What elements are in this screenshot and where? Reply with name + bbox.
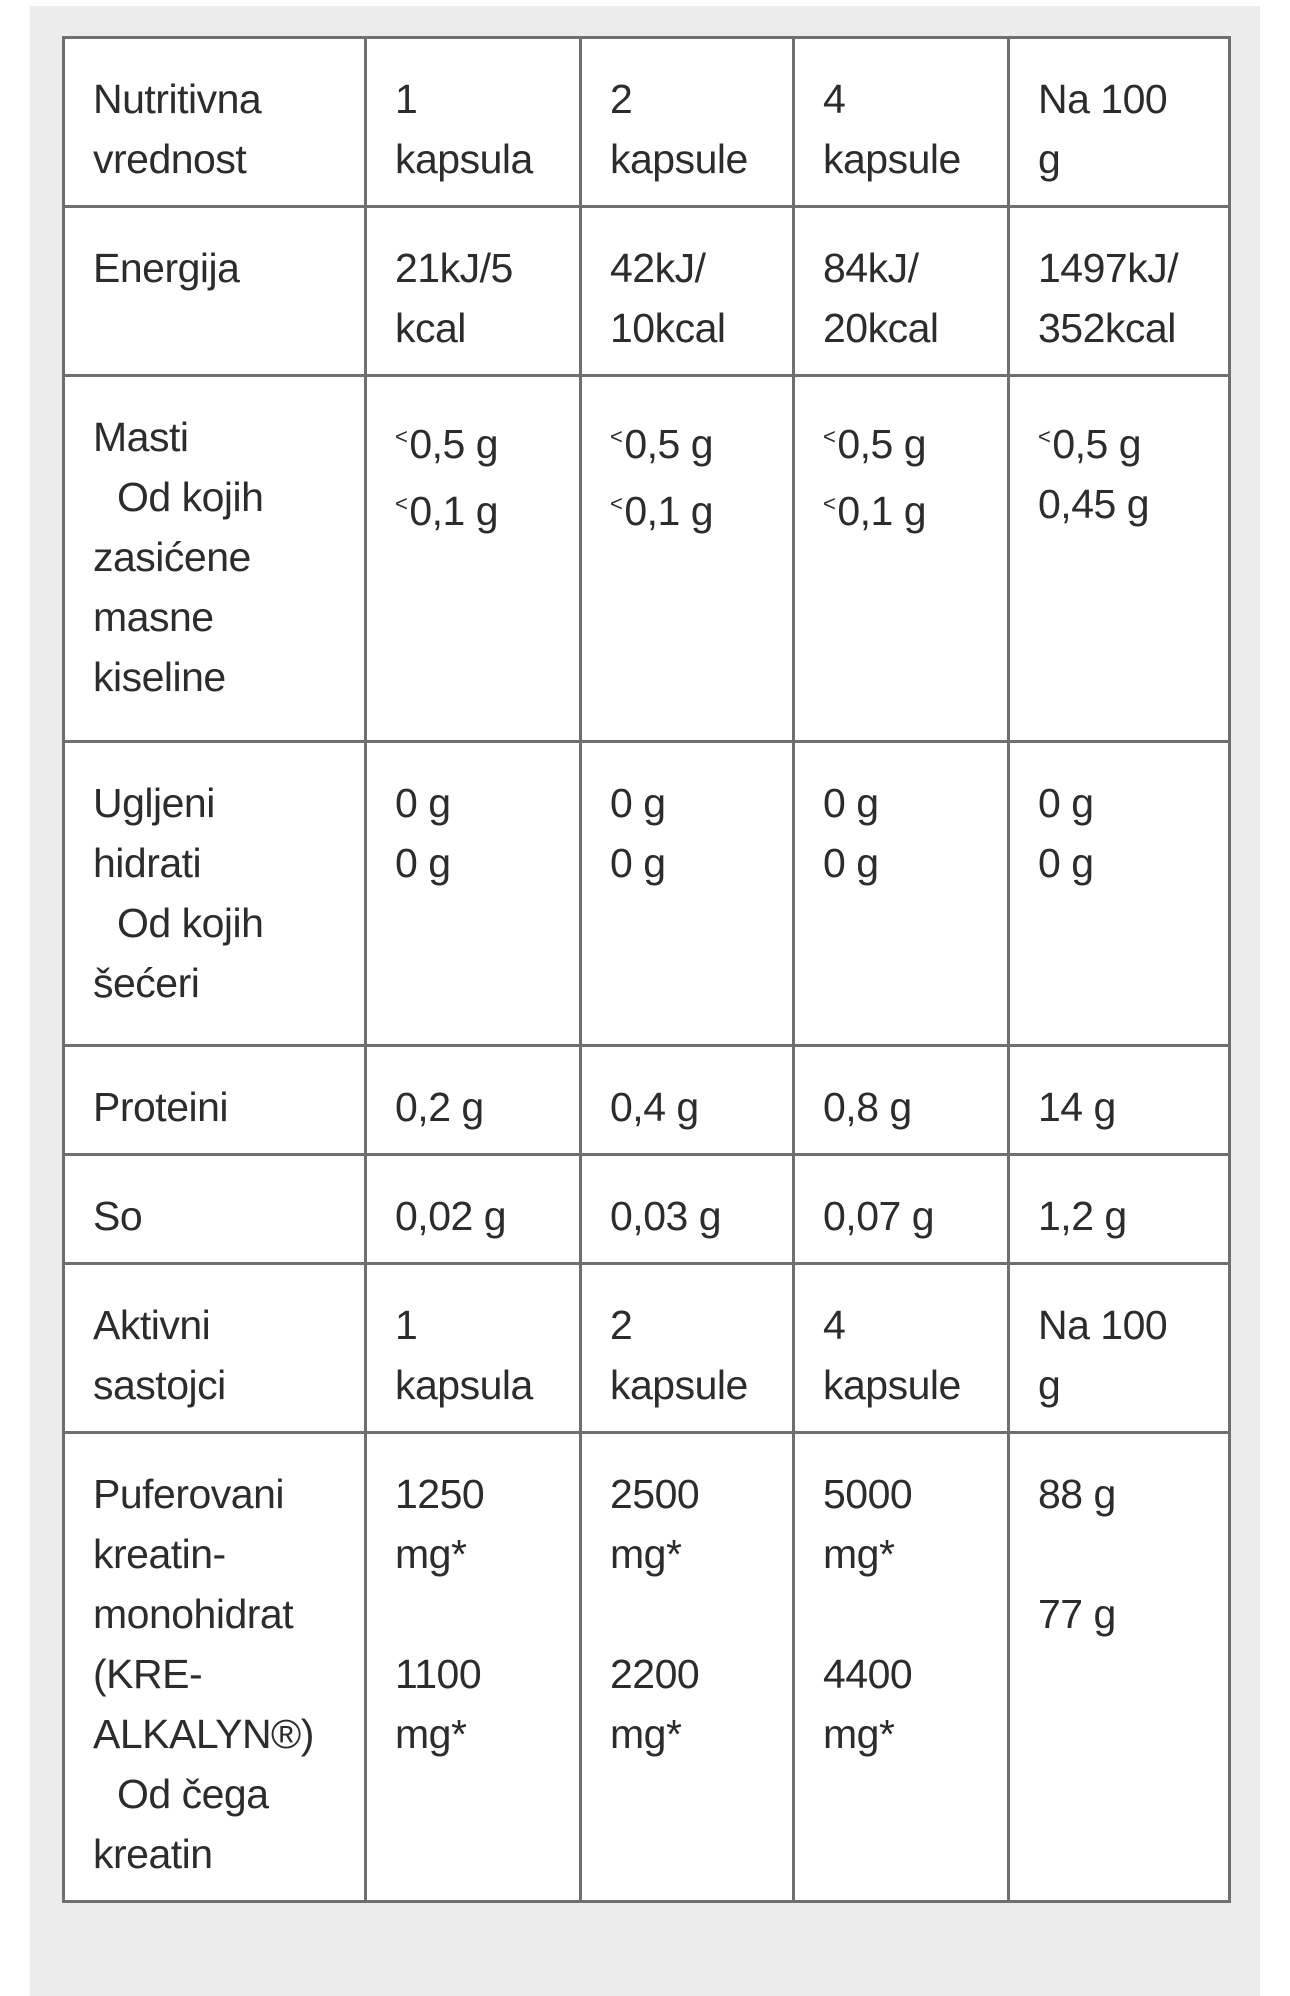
table-cell xyxy=(794,1046,1009,1155)
less-than-sign: < xyxy=(823,424,836,449)
table-row-carbs xyxy=(64,742,1230,1046)
cell-text: 0,1 g xyxy=(624,488,714,534)
cell-text: 1,2 g xyxy=(1038,1193,1127,1239)
cell-text: masne xyxy=(93,594,214,640)
less-than-sign: < xyxy=(610,424,623,449)
cell-text: 42kJ/ xyxy=(610,245,706,291)
cell-text: 0 g xyxy=(395,780,451,826)
table-cell xyxy=(1009,376,1230,742)
table-cell xyxy=(366,207,581,376)
cell-text: Od kojih xyxy=(117,474,264,520)
row-label-salt xyxy=(64,1155,366,1264)
cell-text: 84kJ/ xyxy=(823,245,919,291)
row-label-creatine xyxy=(64,1433,366,1902)
less-than-sign: < xyxy=(610,491,623,516)
table-row-salt xyxy=(64,1155,1230,1264)
cell-text: Od čega xyxy=(117,1771,269,1817)
table-cell xyxy=(366,742,581,1046)
table-cell xyxy=(581,742,794,1046)
cell-text: mg* xyxy=(823,1531,895,1577)
table-cell xyxy=(1009,1433,1230,1902)
cell-text: hidrati xyxy=(93,840,202,886)
cell-text: kapsule xyxy=(823,136,961,182)
cell-text: So xyxy=(93,1193,143,1239)
cell-text: g xyxy=(1038,1362,1061,1408)
table-cell xyxy=(581,1155,794,1264)
cell-text: mg* xyxy=(610,1711,682,1757)
cell-text: 0 g xyxy=(1038,840,1094,886)
table-cell xyxy=(366,1264,581,1433)
cell-text: mg* xyxy=(395,1711,467,1757)
cell-text: Na 100 xyxy=(1038,76,1168,122)
cell-text: 1 xyxy=(395,1302,418,1348)
table-cell xyxy=(1009,1264,1230,1433)
header-cell-2-capsules xyxy=(581,38,794,207)
cell-text: zasićene xyxy=(93,534,251,580)
cell-text: 5000 xyxy=(823,1471,913,1517)
cell-text: šećeri xyxy=(93,960,200,1006)
cell-text: 1 xyxy=(395,76,418,122)
cell-text: sastojci xyxy=(93,1362,226,1408)
cell-text: Energija xyxy=(93,245,240,291)
less-than-sign: < xyxy=(1038,424,1051,449)
cell-text: 2500 xyxy=(610,1471,700,1517)
row-label-active-ingredients xyxy=(64,1264,366,1433)
cell-text: ALKALYN®) xyxy=(93,1711,314,1757)
cell-text: 10kcal xyxy=(610,305,726,351)
less-than-sign: < xyxy=(395,424,408,449)
header-label-cell xyxy=(64,38,366,207)
table-cell xyxy=(581,1264,794,1433)
cell-text: 0,2 g xyxy=(395,1084,484,1130)
cell-text: 4 xyxy=(823,1302,846,1348)
cell-text: 0 g xyxy=(395,840,451,886)
cell-text: kapsule xyxy=(610,1362,748,1408)
cell-text: kapsula xyxy=(395,136,533,182)
cell-text: 352kcal xyxy=(1038,305,1176,351)
less-than-sign: < xyxy=(395,491,408,516)
cell-text: Od kojih xyxy=(117,900,264,946)
table-cell xyxy=(1009,1046,1230,1155)
cell-text: Masti xyxy=(93,414,189,460)
row-label-fats xyxy=(64,376,366,742)
cell-text: mg* xyxy=(610,1531,682,1577)
table-cell xyxy=(366,1155,581,1264)
cell-text: monohidrat xyxy=(93,1591,294,1637)
table-cell xyxy=(366,1046,581,1155)
cell-text: kcal xyxy=(395,305,466,351)
table-row-fats xyxy=(64,376,1230,742)
cell-text: kapsula xyxy=(395,1362,533,1408)
table-cell xyxy=(581,1433,794,1902)
cell-text: 0,8 g xyxy=(823,1084,912,1130)
cell-text: Aktivni xyxy=(93,1302,211,1348)
table-cell xyxy=(794,207,1009,376)
cell-text: Ugljeni xyxy=(93,780,215,826)
table-cell xyxy=(366,376,581,742)
cell-text: Puferovani xyxy=(93,1471,285,1517)
cell-text: 21kJ/5 xyxy=(395,245,513,291)
cell-text: 88 g xyxy=(1038,1471,1116,1517)
cell-text: mg* xyxy=(395,1531,467,1577)
cell-text: 0,1 g xyxy=(837,488,927,534)
cell-text: 0 g xyxy=(610,840,666,886)
cell-text: Proteini xyxy=(93,1084,229,1130)
cell-text: kapsule xyxy=(823,1362,961,1408)
cell-text: 0,5 g xyxy=(1052,421,1142,467)
less-than-sign: < xyxy=(823,491,836,516)
cell-text: 1497kJ/ xyxy=(1038,245,1179,291)
cell-text: 4400 xyxy=(823,1651,913,1697)
row-label-energy xyxy=(64,207,366,376)
cell-text: 0 g xyxy=(1038,780,1094,826)
cell-text: 0,45 g xyxy=(1038,481,1149,527)
cell-text: Nutritivna xyxy=(93,76,262,122)
header-cell-per-100g xyxy=(1009,38,1230,207)
cell-text: (KRE- xyxy=(93,1651,203,1697)
header-cell-1-capsule xyxy=(366,38,581,207)
table-cell xyxy=(794,742,1009,1046)
table-cell xyxy=(794,1264,1009,1433)
cell-text: 0 g xyxy=(823,780,879,826)
table-cell xyxy=(1009,1155,1230,1264)
cell-text: 0,07 g xyxy=(823,1193,934,1239)
cell-text: 0,5 g xyxy=(624,421,714,467)
cell-text: 0,5 g xyxy=(409,421,499,467)
cell-text: 0,5 g xyxy=(837,421,927,467)
cell-text: kreatin- xyxy=(93,1531,226,1577)
cell-text: 77 g xyxy=(1038,1591,1116,1637)
table-cell xyxy=(794,376,1009,742)
row-label-carbs xyxy=(64,742,366,1046)
table-cell xyxy=(1009,207,1230,376)
table-row-active-ingredients xyxy=(64,1264,1230,1433)
cell-text: 2200 xyxy=(610,1651,700,1697)
table-cell xyxy=(581,1046,794,1155)
table-row-creatine xyxy=(64,1433,1230,1902)
cell-text: kreatin xyxy=(93,1831,213,1877)
cell-text: 1100 xyxy=(395,1651,482,1697)
cell-text: 4 xyxy=(823,76,846,122)
cell-text: 0 g xyxy=(823,840,879,886)
cell-text: vrednost xyxy=(93,136,247,182)
table-row-energy xyxy=(64,207,1230,376)
table-cell xyxy=(581,207,794,376)
table-cell xyxy=(794,1155,1009,1264)
table-cell xyxy=(366,1433,581,1902)
cell-text: 0 g xyxy=(610,780,666,826)
table-cell xyxy=(581,376,794,742)
table-cell xyxy=(794,1433,1009,1902)
cell-text: g xyxy=(1038,136,1061,182)
cell-text: 0,02 g xyxy=(395,1193,506,1239)
cell-text: 0,4 g xyxy=(610,1084,699,1130)
cell-text: 20kcal xyxy=(823,305,939,351)
cell-text: mg* xyxy=(823,1711,895,1757)
nutrition-table xyxy=(62,36,1231,1903)
cell-text: 2 xyxy=(610,76,633,122)
cell-text: 0,03 g xyxy=(610,1193,721,1239)
cell-text: 2 xyxy=(610,1302,633,1348)
cell-text: kapsule xyxy=(610,136,748,182)
cell-text: 14 g xyxy=(1038,1084,1116,1130)
cell-text: Na 100 xyxy=(1038,1302,1168,1348)
cell-text: 1250 xyxy=(395,1471,485,1517)
header-cell-4-capsules xyxy=(794,38,1009,207)
row-label-protein xyxy=(64,1046,366,1155)
cell-text: 0,1 g xyxy=(409,488,499,534)
table-row-header xyxy=(64,38,1230,207)
table-cell xyxy=(1009,742,1230,1046)
cell-text: kiseline xyxy=(93,654,226,700)
table-row-protein xyxy=(64,1046,1230,1155)
